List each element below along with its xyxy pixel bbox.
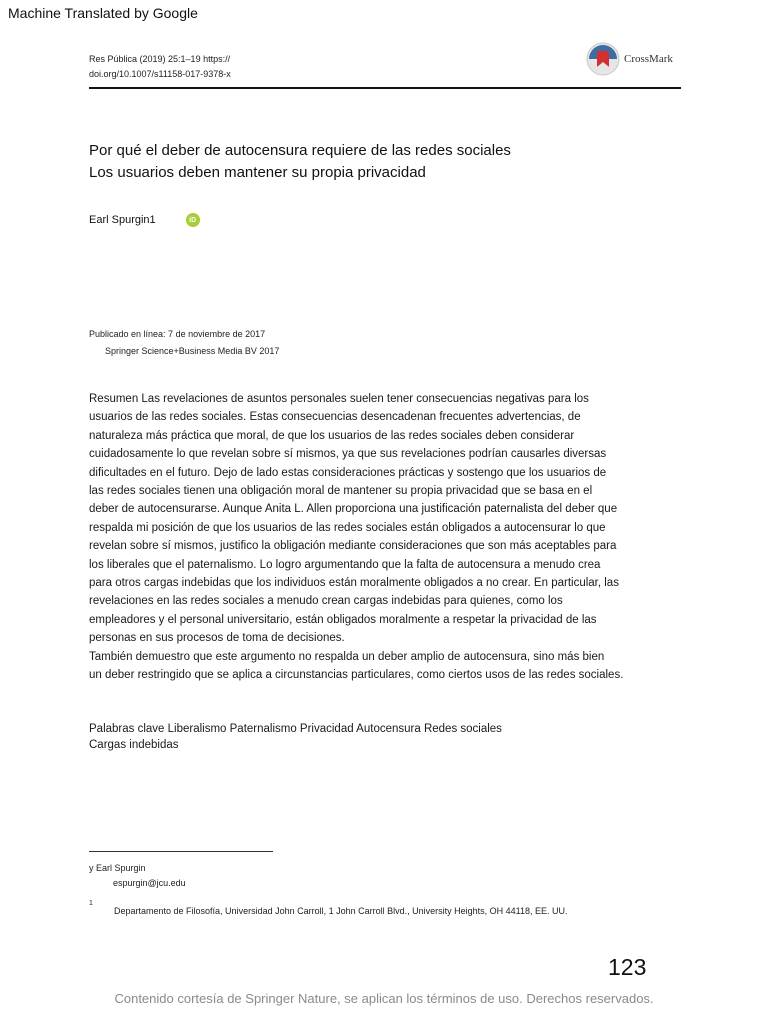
- footnote-divider: [89, 851, 273, 852]
- affiliation: [89, 900, 568, 916]
- affiliation-number: 1: [89, 900, 93, 907]
- keywords: [89, 721, 502, 753]
- abstract-line: revelaciones en las redes sociales a menudo crean cargas indebidas para quienes, como los: [89, 595, 563, 608]
- abstract-line: para otros cargas indebidas que los individuos están moralmente obligados a no crear. En particular, las: [89, 577, 619, 590]
- crossmark-badge[interactable]: [586, 42, 673, 76]
- abstract-line: naturaleza más práctica que moral, de que los usuarios de las redes sociales deben considerar: [89, 429, 575, 442]
- abstract: [89, 390, 699, 685]
- abstract-line: las redes sociales tienen una obligación moral de mantener su propia privacidad que se basa en el: [89, 485, 593, 498]
- orcid-icon[interactable]: iD: [186, 213, 200, 227]
- abstract-line: personas en sus procesos de toma de decisiones.: [89, 632, 345, 645]
- author-row: [89, 213, 200, 227]
- title-line: Por qué el deber de autocensura requiere de las redes sociales: [89, 142, 511, 159]
- title-line: Los usuarios deben mantener su propia privacidad: [89, 164, 426, 181]
- abstract-line: cuidadosamente lo que revelan sobre sí mismos, ya que sus revelaciones podrían causarles diversas: [89, 448, 607, 461]
- header-divider: [89, 87, 681, 89]
- keywords-line: Palabras clave Liberalismo Paternalismo Privacidad Autocensura Redes sociales: [89, 723, 502, 735]
- crossmark-label: CrossMark: [624, 53, 673, 65]
- publication-info: [89, 326, 279, 360]
- abstract-line: revelan sobre sí mismos, justifico la obligación mediante consideraciones que son más aceptables para: [89, 540, 617, 553]
- rights-notice: Contenido cortesía de Springer Nature, se aplican los términos de uso. Derechos reservados.: [114, 991, 654, 1006]
- page-number: 123: [608, 954, 647, 980]
- citation: [89, 52, 231, 82]
- machine-translation-banner: Machine Translated by Google: [8, 5, 198, 21]
- keywords-line: Cargas indebidas: [89, 739, 179, 751]
- abstract-line: los liberales que el paternalismo. Lo logro argumentando que la falta de autocensura a menudo crea: [89, 558, 601, 571]
- copyright-line: Springer Science+Business Media BV 2017: [105, 346, 280, 356]
- abstract-line: respalda mi posición de que los usuarios de las redes sociales están obligados a autocensurar lo que: [89, 521, 606, 534]
- crossmark-icon: [586, 42, 620, 76]
- abstract-line: empleadores y el personal universitario, están obligados moralmente a respetar la privacidad de las: [89, 613, 597, 626]
- abstract-line: dificultades en el futuro. Dejo de lado estas consideraciones prácticas y sostengo que los usuarios de: [89, 466, 607, 479]
- author-name: Earl Spurgin1: [89, 214, 156, 226]
- abstract-line: deber de autocensurarse. Aunque Anita L. Allen proporciona una justificación paternalista del deber que: [89, 503, 618, 516]
- footnote-author-name: y Earl Spurgin: [89, 863, 146, 873]
- doi-link[interactable]: doi.org/10.1007/s11158-017-9378-x: [89, 69, 231, 79]
- corresponding-author: [89, 861, 186, 891]
- affiliation-text: Departamento de Filosofía, Universidad John Carroll, 1 John Carroll Blvd., University Heights, OH 44118, EE. UU.: [114, 906, 568, 916]
- paper-title: [89, 140, 511, 184]
- abstract-line: un deber restringido que se aplica a circunstancias particulares, como ciertos usos de las redes sociales.: [89, 669, 624, 682]
- abstract-line: usuarios de las redes sociales. Estas consecuencias desencadenan frecuentes advertencias, de: [89, 411, 581, 424]
- author-email-link[interactable]: espurgin@jcu.edu: [113, 878, 186, 888]
- abstract-line: Resumen Las revelaciones de asuntos personales suelen tener consecuencias negativas para los: [89, 393, 589, 405]
- abstract-line: También demuestro que este argumento no respalda un deber amplio de autocensura, sino más bien: [89, 650, 605, 663]
- citation-line: Res Pública (2019) 25:1–19 https://: [89, 54, 231, 64]
- published-online: Publicado en línea: 7 de noviembre de 2017: [89, 329, 266, 339]
